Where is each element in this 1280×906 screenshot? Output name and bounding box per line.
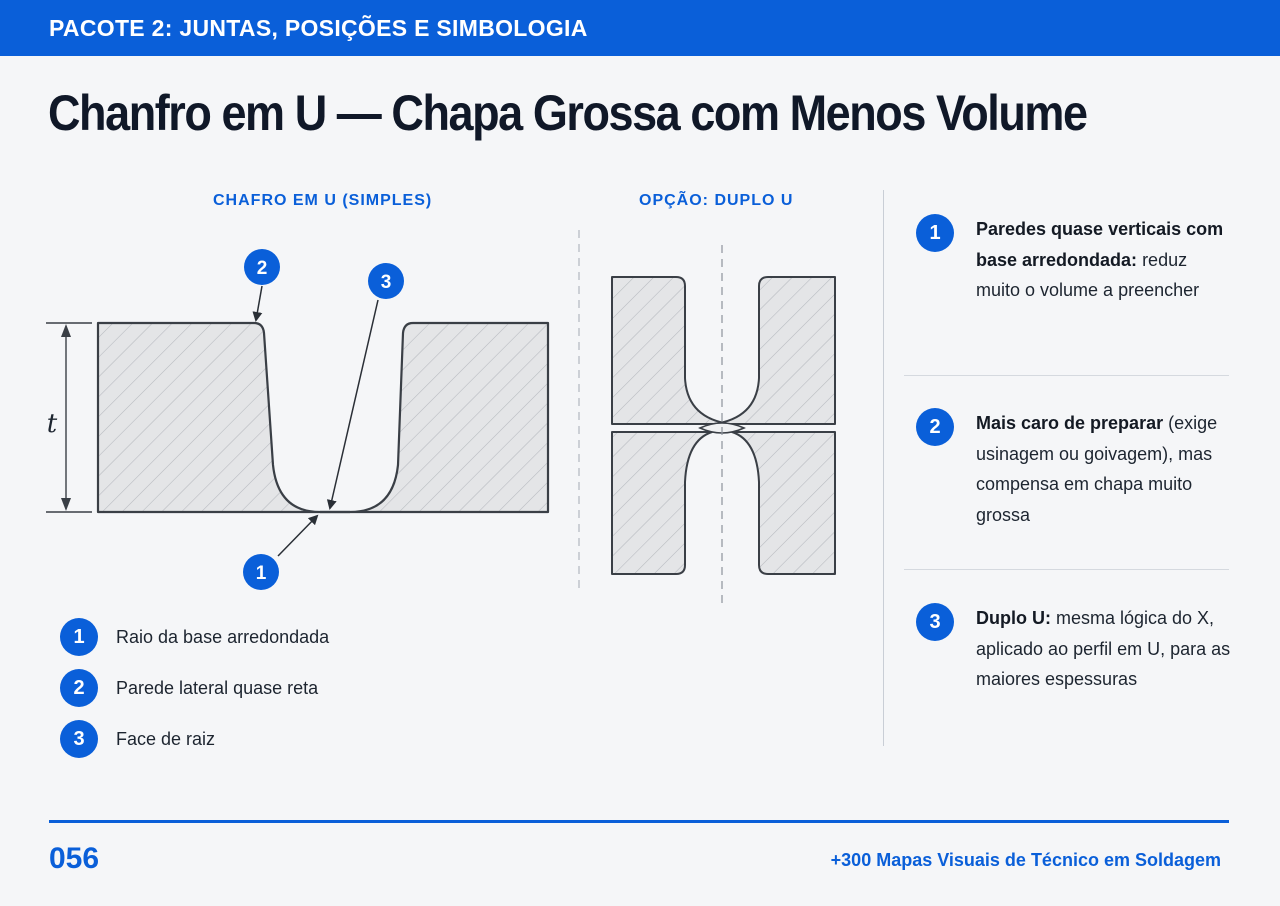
- note-text: [976, 408, 1236, 530]
- note-bold: Paredes quase verticais com base arredondada:: [976, 219, 1224, 270]
- double-u-right-bottom: [732, 432, 835, 574]
- column-divider: [883, 190, 884, 746]
- book-title: +300 Mapas Visuais de Técnico em Soldagem: [830, 850, 1221, 870]
- single-u-joint: [98, 323, 548, 512]
- note-text: [976, 603, 1236, 695]
- double-u-left-top: [612, 277, 730, 424]
- left-diagram-label: CHAFRO EM U (SIMPLES): [213, 192, 433, 209]
- svg-text:3: 3: [380, 272, 392, 293]
- page-number: 056: [49, 842, 100, 875]
- legend-item: [60, 618, 460, 656]
- leader-1: [278, 516, 317, 556]
- leader-3: [330, 300, 378, 508]
- svg-text:1: 1: [255, 563, 267, 584]
- number-badge: 3: [916, 603, 954, 641]
- double-u-joint: [612, 245, 835, 608]
- number-badge: 2: [916, 408, 954, 446]
- note-bold: Duplo U:: [976, 608, 1051, 628]
- note-divider: [904, 375, 1229, 376]
- thickness-dimension: [46, 323, 92, 512]
- legend-text: Face de raiz: [116, 729, 216, 749]
- note-bold: Mais caro de preparar: [976, 413, 1164, 433]
- footer-rule: [49, 820, 1229, 823]
- callout-3: [368, 263, 404, 299]
- number-badge: 2: [60, 669, 98, 707]
- note-divider: [904, 569, 1229, 570]
- thickness-symbol: t: [46, 409, 58, 439]
- number-badge: 1: [916, 214, 954, 252]
- legend-text: Parede lateral quase reta: [116, 678, 319, 698]
- callout-2: [244, 249, 280, 285]
- note-body: reduz muito o volume a preencher: [976, 249, 1200, 300]
- pack-title: PACOTE 2: JUNTAS, POSIÇÕES E SIMBOLOGIA: [49, 15, 588, 41]
- note-text: [976, 214, 1236, 306]
- number-badge: 1: [60, 618, 98, 656]
- note-body: mesma lógica do X, aplicado ao perfil em U, para as maiores espessuras: [976, 608, 1231, 689]
- note-body: (exige usinagem ou goivagem), mas compensa em chapa muito grossa: [976, 413, 1218, 525]
- number-badge: 3: [60, 720, 98, 758]
- callout-1: [243, 554, 279, 590]
- single-u-plate: [98, 323, 548, 512]
- right-diagram-label: OPÇÃO: DUPLO U: [639, 192, 794, 209]
- legend-item: [60, 720, 460, 758]
- svg-text:2: 2: [256, 258, 268, 279]
- page-title: Chanfro em U — Chapa Grossa com Menos Volume: [48, 85, 1087, 141]
- leader-2: [256, 286, 262, 320]
- double-u-right-top: [714, 277, 835, 424]
- legend-text: Raio da base arredondada: [116, 627, 330, 647]
- double-u-left-bottom: [612, 432, 712, 574]
- legend-item: [60, 669, 460, 707]
